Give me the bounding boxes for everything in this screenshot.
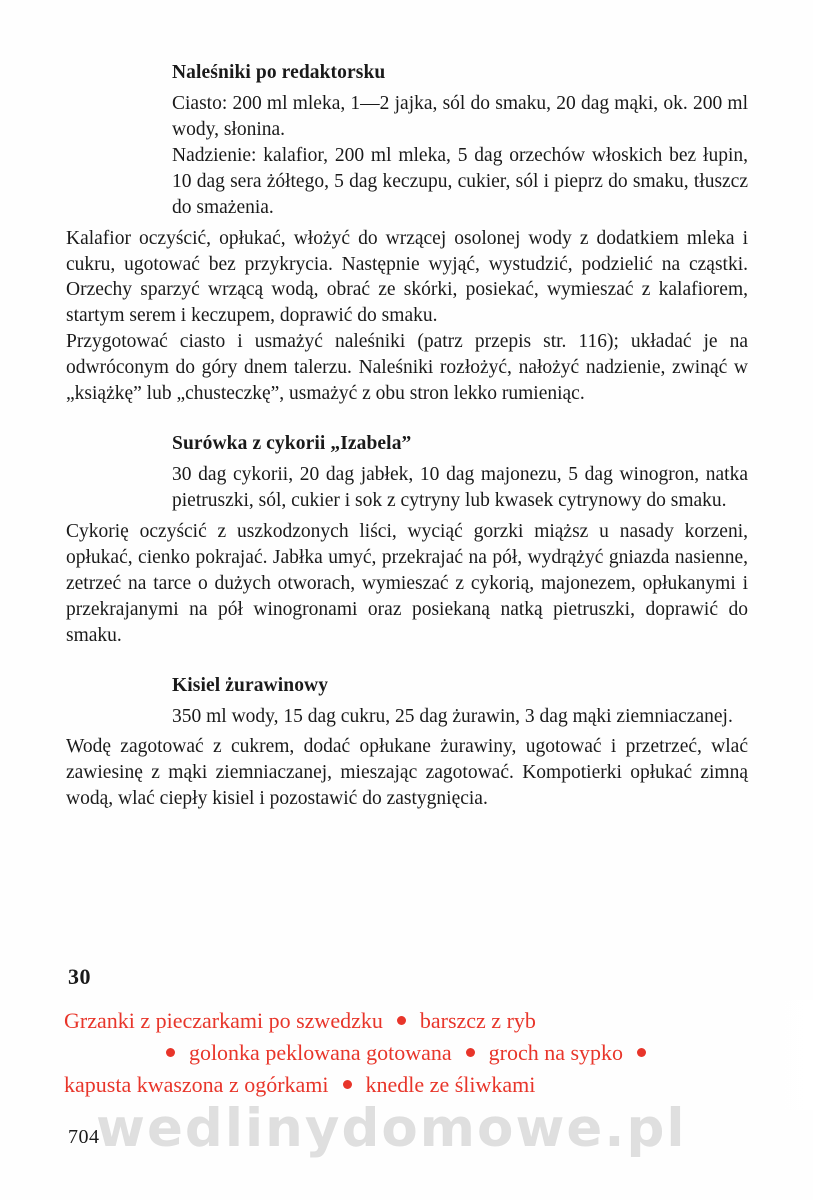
red-index-entry: kapusta kwaszona z ogórkami (64, 1071, 329, 1097)
spacer (66, 653, 748, 675)
page-content (66, 62, 748, 816)
page-edge-fade (743, 1000, 813, 1110)
body-paragraph: Kalafior oczyścić, opłukać, włożyć do wrzącej osolonej wody z dodatkiem mleka i cukru, ugotować bez przykrycia. Następnie wyjąć, wystudzić, podzielić na cząstki. Orzechy sparzyć wrzącą wodą, obrać ze skórki, posiekać, wymieszać z kalafiorem, startym serem i keczupem, doprawić do smaku. (66, 227, 748, 327)
recipe-body (66, 734, 748, 812)
page-number: 704 (68, 1126, 100, 1148)
ingredient-line: Nadzienie: kalafior, 200 ml mleka, 5 dag orzechów włoskich bez łupin, 10 dag sera żółtego, 5 dag keczupu, cukier, sól i pieprz do smaku, tłuszcz do smażenia. (172, 144, 748, 218)
recipe-title: Surówka z cykorii „Izabela” (172, 433, 412, 455)
bullet-icon (343, 1080, 352, 1089)
body-paragraph: Wodę zagotować z cukrem, dodać opłukane żurawiny, ugotować i przetrzeć, wlać zawiesinę z mąki ziemniaczanej, mieszając zagotować. Kompotierki opłukać zimną wodą, wlać ciepły kisiel i pozostawić do zastygnięcia. (66, 736, 748, 810)
bullet-icon (466, 1048, 475, 1057)
body-paragraph: Cykorię oczyścić z uszkodzonych liści, wyciąć gorzki miąższ u nasady korzeni, opłukać, cienko pokrajać. Jabłka umyć, przekrajać na pół, wydrążyć gniazda nasienne, zetrzeć na tarce o dużych otworach, wymieszać z cykorią, majonezem, opłukanymi i przekrajanymi na pół winogronami oraz posiekaną natką pietruszki, doprawić do smaku. (66, 520, 748, 646)
watermark: wedlinydomowe.pl (96, 1098, 687, 1159)
recipe-block (66, 433, 748, 648)
bullet-icon (637, 1048, 646, 1057)
bullet-icon (397, 1016, 406, 1025)
red-index-row (64, 1005, 748, 1037)
recipe-block (66, 62, 748, 407)
recipe-body (66, 519, 748, 649)
body-paragraph: Przygotować ciasto i usmażyć naleśniki (patrz przepis str. 116); układać je na odwróconym do góry dnem talerzu. Naleśniki rozłożyć, nałożyć nadzienie, zwinąć w „książkę” lub „chusteczkę”, usmażyć z obu stron lekko rumieniąc. (66, 331, 748, 405)
red-index-entry: golonka peklowana gotowana (188, 1039, 452, 1065)
recipe-ingredients (172, 91, 748, 221)
red-index-entry: knedle ze śliwkami (365, 1071, 536, 1097)
recipe-title: Kisiel żurawinowy (172, 674, 329, 696)
ingredient-line: Ciasto: 200 ml mleka, 1—2 jajka, sól do smaku, 20 dag mąki, ok. 200 ml wody, słonina. (172, 93, 748, 140)
recipe-body (66, 226, 748, 407)
ingredient-line: 30 dag cykorii, 20 dag jabłek, 10 dag majonezu, 5 dag winogron, natka pietruszki, sól, cukier i sok z cytryny lub kwasek cytrynowy do smaku. (172, 464, 748, 511)
red-index-entry: barszcz z ryb (419, 1008, 536, 1033)
recipe-block (66, 675, 748, 813)
recipe-ingredients (172, 462, 748, 514)
red-index-row (64, 1037, 748, 1069)
spacer (66, 411, 748, 433)
bullet-icon (166, 1048, 175, 1057)
ingredient-line: 350 ml wody, 15 dag cukru, 25 dag żurawin, 3 dag mąki ziemniaczanej. (172, 705, 733, 727)
red-index-row (64, 1069, 748, 1101)
red-index-list (64, 1005, 748, 1101)
section-number: 30 (68, 964, 91, 989)
red-index-entry: groch na sypko (488, 1039, 624, 1065)
red-index-entry: Grzanki z pieczarkami po szwedzku (64, 1008, 383, 1033)
recipe-ingredients (172, 704, 748, 730)
recipe-title: Naleśniki po redaktorsku (172, 62, 386, 83)
